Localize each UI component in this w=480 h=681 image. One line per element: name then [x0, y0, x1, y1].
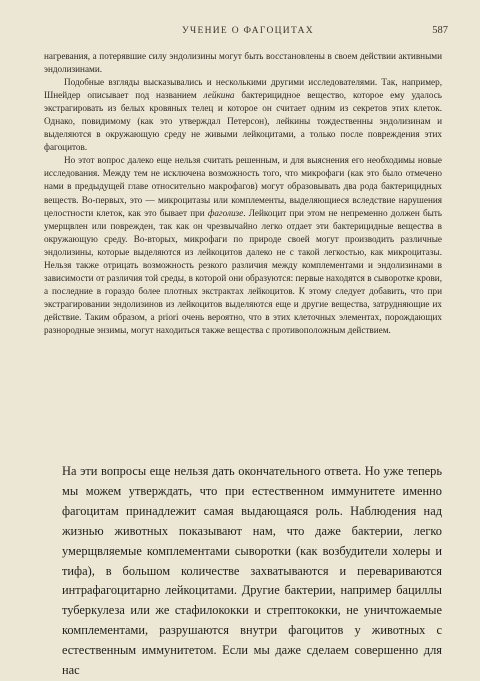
- paragraph-microphages: [44, 154, 442, 337]
- page-number: 587: [432, 25, 448, 36]
- running-title: УЧЕНИЕ О ФАГОЦИТАХ: [182, 26, 314, 36]
- main-text-section: [62, 462, 442, 681]
- text-run: Но этот вопрос далеко еще нельзя считать решенным, и для выяснения его необходимы новые исследования. Между тем не исключена возможность того, что микрофаги (как это было отмечено нами в предыдущей главе относительно макрофагов) могут образовывать два рода бактерицидных веществ. Во-первых, это — микроцитазы или комплементы, выделяющиеся вследствие нарушения целостности клеток, как это бывает при: [44, 155, 442, 218]
- text-run: . Лейкоцит при этом не непременно должен быть умерщвлен или поврежден, так как он чрезвычайно легко отдает эти бактерицидные вещества в окружающую среду. Во-вторых, микрофаги по природе своей могут производить различные эндолизины, которые выделяются из лейкоцитов далеко не с такой легкостью, как микроцитазы. Нельзя также отрицать возможность резкого различия между комплементами и эндолизинами в зависимости от различия той среды, в которой они образуются: первые находятся в сыворотке крови, а последние в гораздо более плотных экстрактах лейкоцитов. К этому следует добавить, что при экстрагировании эндолизинов из лейкоцитов выделяются еще и другие вещества, затрудняющие их действие. Таким образом, a priori очень вероятно, что в этих клеточных элементах, порождающих разнородные энзимы, могут находиться также вещества с противоположным действием.: [44, 207, 442, 335]
- text-run: Подобные взгляды высказывались и несколькими другими исследователями. Так, например, Шнейдер описывает под названием: [44, 77, 442, 101]
- page-header: [70, 26, 448, 40]
- paragraph-continuation: нагревания, а потерявшие силу эндолизины могут быть восстановлены в своем действии активными эндолизинами.: [44, 51, 442, 75]
- italic-term-leikin: лейкина: [203, 90, 235, 101]
- italic-term-phagolysis: фаголизе: [207, 207, 244, 218]
- paragraph-natural-immunity: На эти вопросы еще нельзя дать окончательного ответа. Но уже теперь мы можем утверждать, что при естественном иммунитете именно фагоцитам принадлежит самая выдающаяся роль. Наблюдения над жизнью животных показывают нам, что даже бактерии, легко умерщвляемые комплементами сыворотки (как возбудители холеры и тифа), в большом количестве захватываются и перевариваются интрафагоцитарно лейкоцитами. Другие бактерии, например бациллы туберкулеза или же стафилококки и стрептококки, не уничтожаемые комплементами, разрушаются внутри фагоцитов у животных с естественным иммунитетом. Если мы даже сделаем совершенно для нас: [62, 464, 442, 678]
- text-run: бактерицидное вещество, которое ему удалось экстрагировать из белых кровяных телец и которое он считает одним из секретов этих клеток. Однако, повидимому (как это утверждал Петерсон), лейкины тождественны эндолизинам и выделяются в окружающую среду не живыми лейкоцитами, а только после повреждения этих фагоцитов.: [44, 90, 442, 153]
- paragraph-leikin: [44, 76, 442, 154]
- small-print-section: [44, 50, 442, 337]
